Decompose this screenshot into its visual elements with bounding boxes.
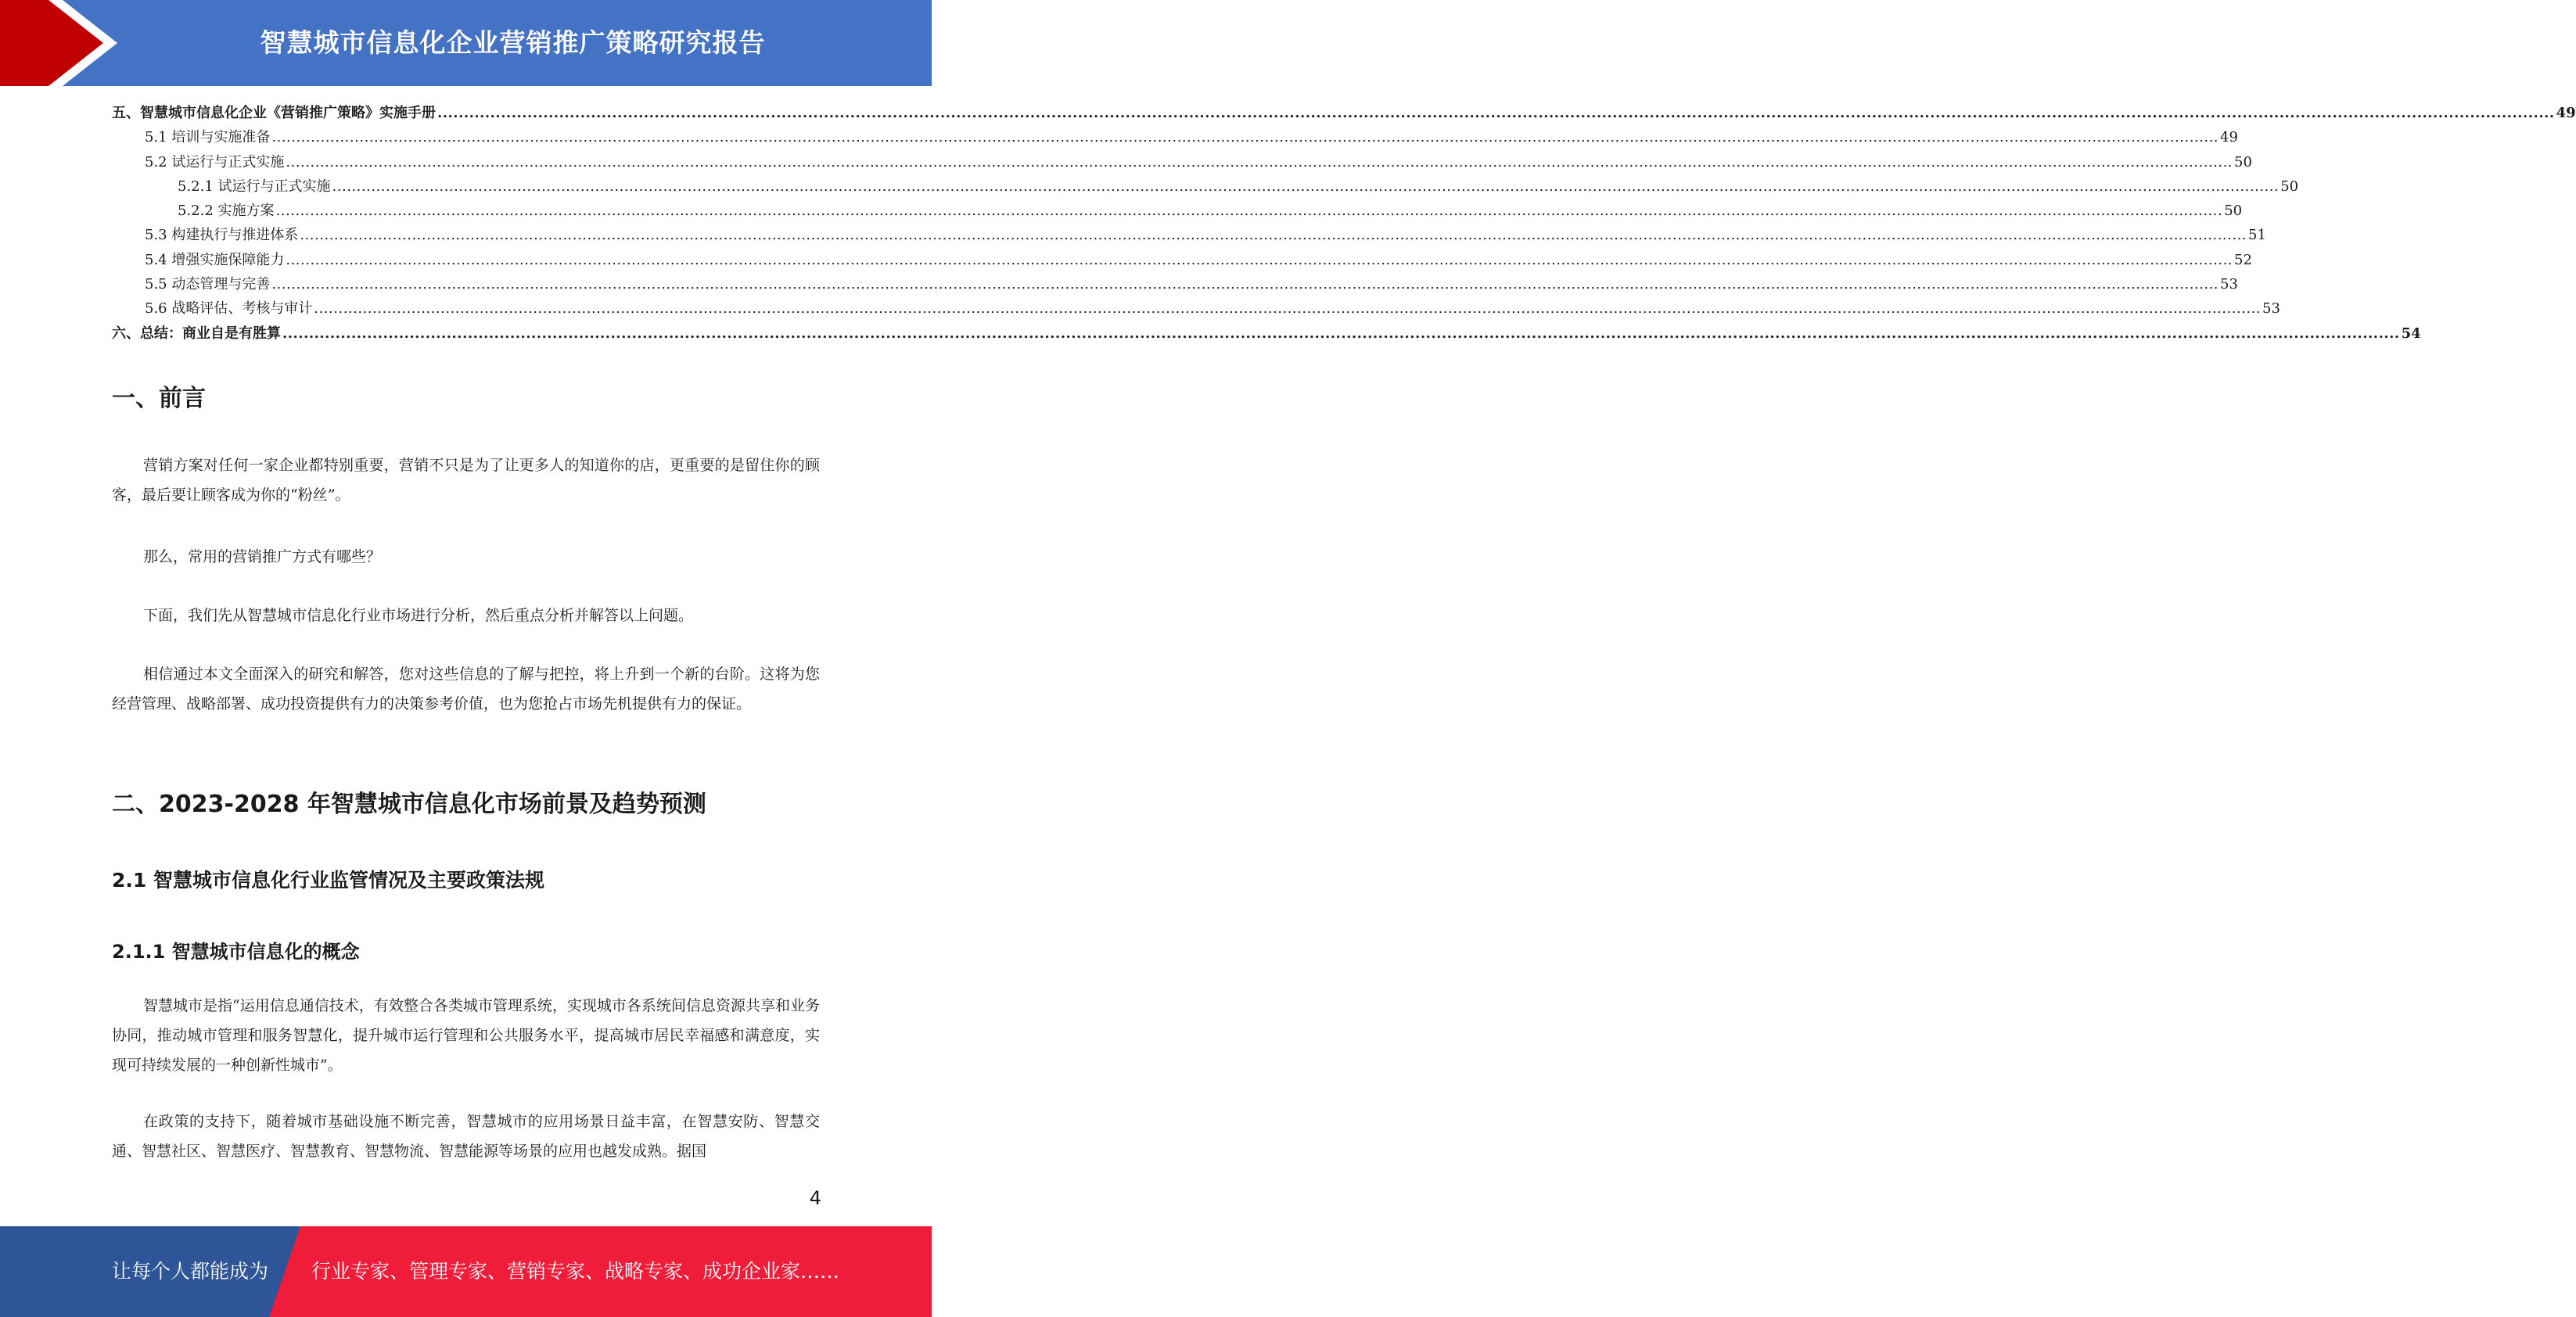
toc-entry-page: 49: [2220, 129, 2238, 146]
toc-entry[interactable]: [112, 322, 2421, 346]
toc-entry-label: 5.1 培训与实施准备: [145, 129, 271, 146]
paragraph: 相信通过本文全面深入的研究和解答，您对这些信息的了解与把控，将上升到一个新的台阶。这将为您经营管理、战略部署、成功投资提供有力的决策参考价值，也为您抢占市场先机提供有力的保证。: [112, 666, 820, 712]
toc-entry[interactable]: [112, 297, 2280, 321]
paragraph: 下面，我们先从智慧城市信息化行业市场进行分析，然后重点分析并解答以上问题。: [143, 607, 694, 624]
report-title: 智慧城市信息化企业营销推广策略研究报告: [260, 27, 766, 58]
toc-leader-dots: ................................................................................................................................................................................................................................................................................................................................................................................................................: [437, 105, 2555, 121]
paragraph: 在政策的支持下，随着城市基础设施不断完善，智慧城市的应用场景日益丰富，在智慧安防、智慧交通、智慧社区、智慧医疗、智慧教育、智慧物流、智慧能源等场景的应用也越发成熟。据国: [112, 1113, 820, 1160]
toc-leader-dots: ................................................................................................................................................................................................................................................................................................................................................................................................................: [286, 153, 2233, 170]
toc-entry-label: 5.2.2 实施方案: [178, 203, 275, 220]
toc-entry[interactable]: [112, 224, 2266, 248]
paragraph: 那么，常用的营销推广方式有哪些？: [143, 548, 382, 565]
toc-leader-dots: ................................................................................................................................................................................................................................................................................................................................................................................................................: [314, 300, 2262, 318]
table-of-contents: [112, 102, 2576, 346]
toc-entry-page: 53: [2262, 300, 2280, 318]
toc-entry-page: 49: [2556, 105, 2576, 121]
section-heading-preface: 一、前言: [112, 385, 206, 412]
toc-entry-page: 50: [2280, 178, 2299, 195]
toc-entry[interactable]: [112, 175, 2299, 199]
paragraph: 智慧城市是指“运用信息通信技术，有效整合各类城市管理系统，实现城市各系统间信息资源共享和业务协同，推动城市管理和服务智慧化，提升城市运行管理和公共服务水平，提高城市居民幸福感和满意度，实现可持续发展的一种创新性城市”。: [112, 997, 820, 1074]
footer-slogan-left: 让每个人都能成为: [112, 1260, 269, 1283]
toc-leader-dots: ................................................................................................................................................................................................................................................................................................................................................................................................................: [286, 251, 2233, 268]
toc-entry[interactable]: [112, 126, 2238, 150]
section-heading-market-outlook: 二、2023-2028 年智慧城市信息化市场前景及趋势预测: [112, 791, 706, 818]
toc-leader-dots: ................................................................................................................................................................................................................................................................................................................................................................................................................: [282, 325, 2400, 342]
toc-entry-label: 五、智慧城市信息化企业《营销推广策略》实施手册: [112, 105, 436, 121]
toc-entry[interactable]: [112, 199, 2243, 224]
toc-entry-page: 54: [2401, 325, 2421, 342]
toc-entry[interactable]: [112, 102, 2576, 126]
toc-entry-page: 52: [2234, 251, 2252, 268]
toc-entry-label: 5.2.1 试运行与正式实施: [178, 178, 331, 195]
toc-entry-label: 5.6 战略评估、考核与审计: [145, 300, 313, 318]
footer-slogan-right: 行业专家、管理专家、营销专家、战略专家、成功企业家……: [311, 1260, 840, 1283]
page-number: 4: [809, 1187, 821, 1209]
toc-entry-label: 5.5 动态管理与完善: [145, 276, 271, 293]
paragraph: 营销方案对任何一家企业都特别重要，营销不只是为了让更多人的知道你的店，更重要的是留住你的顾客，最后要让顾客成为你的“粉丝”。: [112, 457, 820, 504]
toc-leader-dots: ................................................................................................................................................................................................................................................................................................................................................................................................................: [300, 227, 2247, 244]
toc-entry-page: 51: [2248, 227, 2266, 244]
page-footer: [0, 1226, 932, 1317]
header-red-arrow: [0, 0, 117, 86]
toc-entry-label: 5.4 增强实施保障能力: [145, 251, 285, 268]
toc-entry-label: 5.3 构建执行与推进体系: [145, 227, 299, 244]
toc-entry[interactable]: [112, 249, 2252, 273]
toc-entry-label: 六、总结：商业自是有胜算: [112, 325, 281, 342]
toc-leader-dots: ................................................................................................................................................................................................................................................................................................................................................................................................................: [271, 129, 2219, 146]
page-header: [0, 0, 932, 86]
toc-entry[interactable]: [112, 151, 2252, 175]
subsubsection-heading: 2.1.1 智慧城市信息化的概念: [112, 941, 360, 963]
toc-entry-page: 53: [2220, 276, 2238, 293]
toc-entry-label: 5.2 试运行与正式实施: [145, 153, 285, 170]
toc-leader-dots: ................................................................................................................................................................................................................................................................................................................................................................................................................: [332, 178, 2280, 195]
toc-leader-dots: ................................................................................................................................................................................................................................................................................................................................................................................................................: [275, 203, 2223, 220]
toc-entry-page: 50: [2234, 153, 2252, 170]
toc-entry[interactable]: [112, 273, 2238, 297]
toc-entry-page: 50: [2224, 203, 2243, 220]
toc-leader-dots: ................................................................................................................................................................................................................................................................................................................................................................................................................: [271, 276, 2219, 293]
subsection-heading: 2.1 智慧城市信息化行业监管情况及主要政策法规: [112, 869, 544, 892]
